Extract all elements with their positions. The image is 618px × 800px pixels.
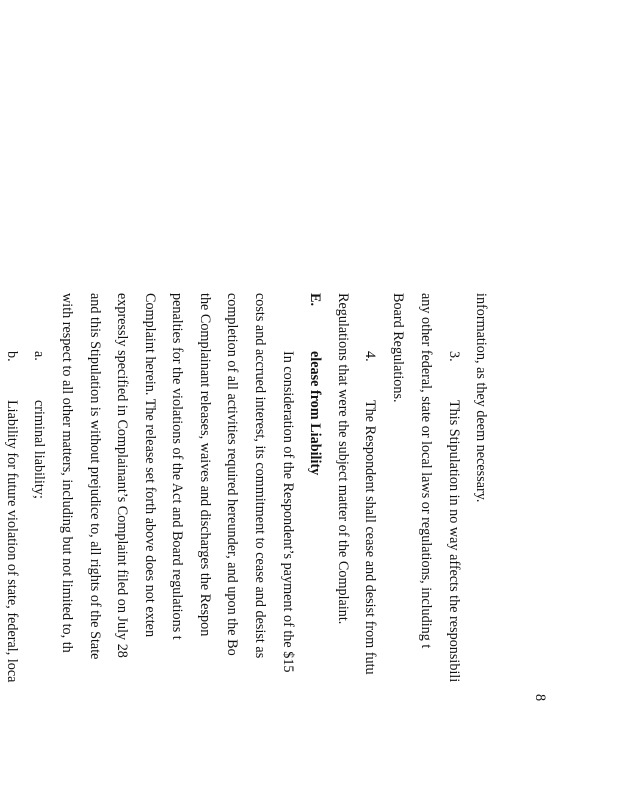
text-line: completion of all activities required hereunder, and upon the Bo (224, 293, 240, 656)
page-number: 8 (532, 694, 548, 702)
text-line: In consideration of the Respondent’s payment of the $15 (280, 351, 296, 673)
text-line: Regulations that were the subject matter of the Complaint. (335, 293, 351, 625)
section-letter: E. (307, 293, 323, 307)
list-item: Liability for future violation of state, federal, loca (4, 400, 20, 683)
section-heading: elease from Liability (307, 351, 323, 476)
text-line: penalties for the violations of the Act and Board regulations t (169, 293, 185, 640)
text-line: costs and accrued interest, its commitment to cease and desist as (252, 293, 268, 659)
text-line: the Complainant releases, waives and discharges the Respon (197, 293, 213, 637)
list-marker: a. (31, 351, 47, 361)
text-line: The Respondent shall cease and desist from futu (362, 400, 378, 675)
list-marker: b. (4, 351, 20, 362)
paragraph-number: 4. (362, 351, 378, 362)
text-line: This Stipulation in no way affects the responsibili (446, 400, 462, 683)
text-line: information, as they deem necessary. (473, 293, 489, 503)
text-line: Board Regulations. (390, 293, 406, 403)
text-line: with respect to all other matters, including but not limited to, th (59, 293, 75, 653)
text-line: and this Stipulation is without prejudice to, all rights of the State (87, 293, 103, 660)
text-line: Complaint herein. The release set forth above does not exten (142, 293, 158, 638)
paragraph-number: 3. (446, 351, 462, 362)
list-item: criminal liability; (31, 400, 47, 499)
text-line: expressly specified in Complainant’s Complaint filed on July 28 (114, 293, 130, 658)
text-line: any other federal, state or local laws or regulations, including t (418, 293, 434, 649)
